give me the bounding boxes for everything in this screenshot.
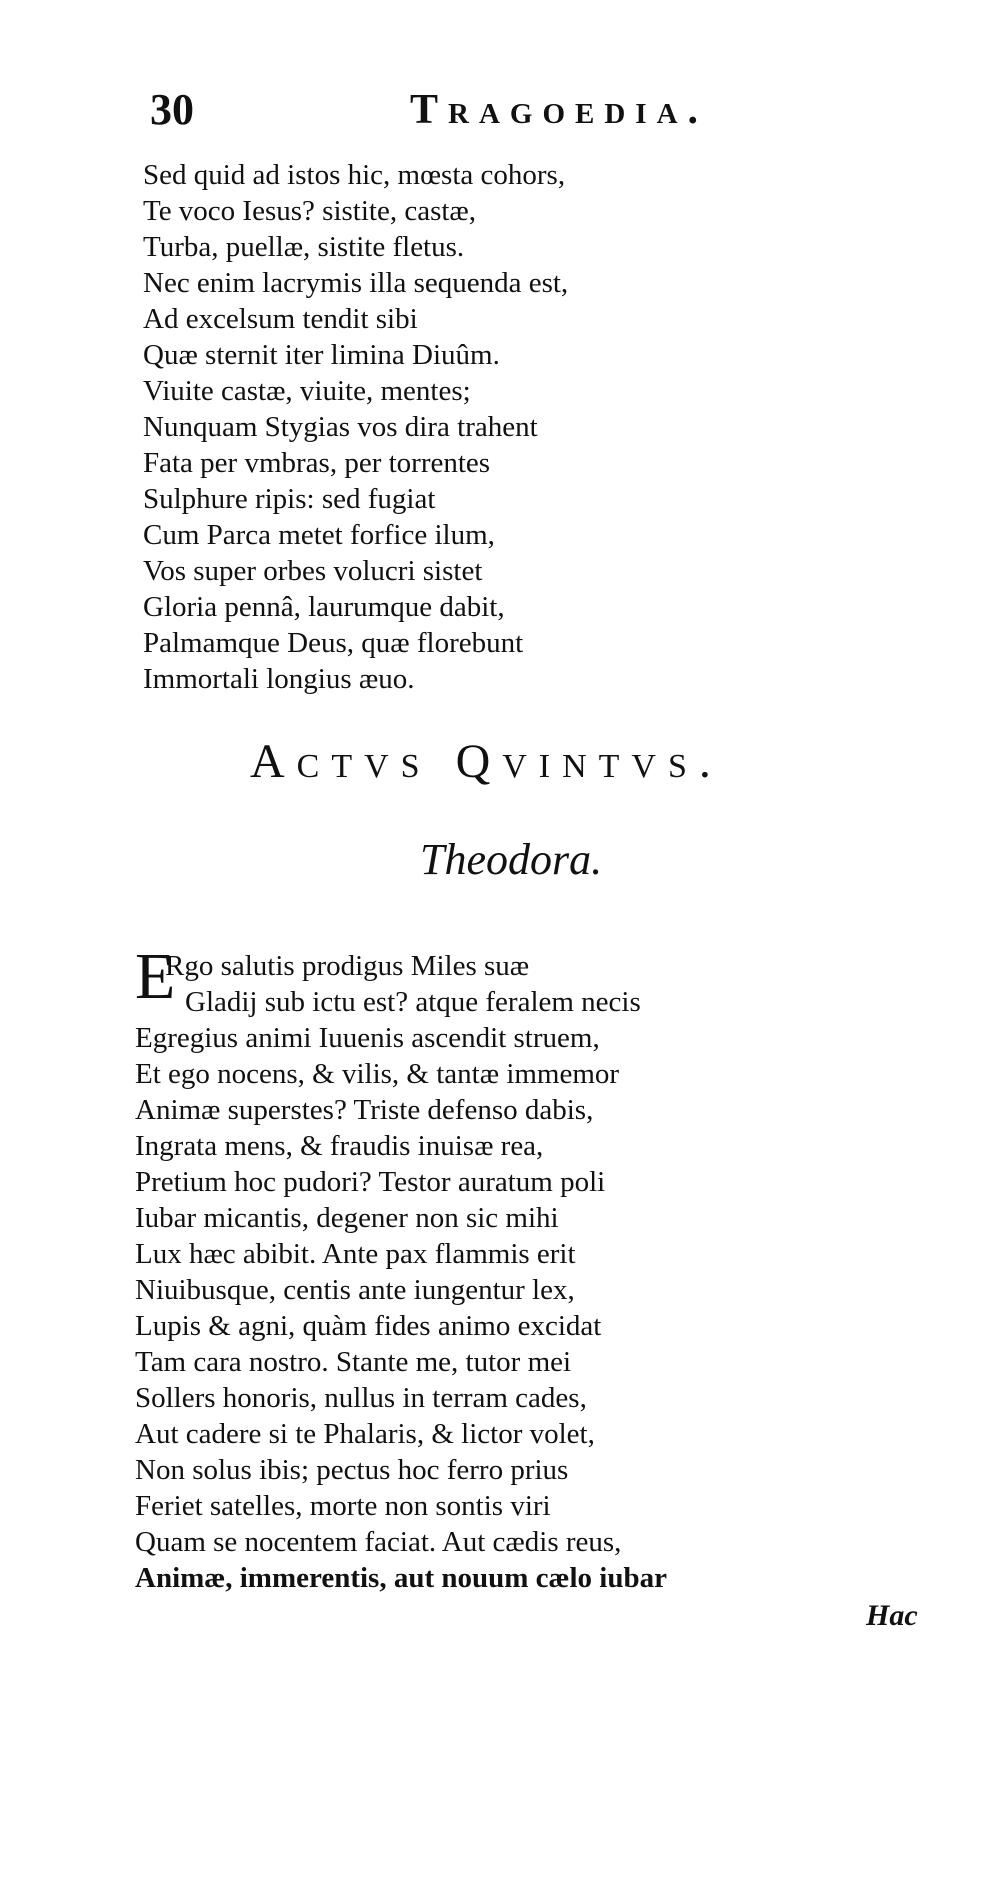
speech-line: Lupis & agni, quàm fides animo excidat: [135, 1310, 602, 1342]
verse-line: Gloria pennâ, laurumque dabit,: [143, 591, 505, 623]
speech-line: Feriet satelles, morte non sontis viri: [135, 1490, 551, 1522]
speaker-name: Theodora.: [420, 835, 603, 884]
drop-cap: E: [135, 940, 176, 1013]
verse-line: Sulphure ripis: sed fugiat: [143, 483, 436, 515]
verse-line: Sed quid ad istos hic, mœsta cohors,: [143, 159, 566, 191]
verse-line: Fata per vmbras, per torrentes: [143, 447, 491, 479]
page-number: 30: [150, 85, 194, 134]
catchword: Hac: [866, 1599, 918, 1632]
verse-line: Cum Parca metet forfice ilum,: [143, 519, 495, 551]
verse-line: Turba, puellæ, sistite fletus.: [143, 231, 465, 263]
speech-last-line: Animæ, immerentis, aut nouum cælo iubar: [135, 1562, 667, 1594]
speech-line: Aut cadere si te Phalaris, & lictor volet,: [135, 1418, 595, 1450]
speech-line: Tam cara nostro. Stante me, tutor mei: [135, 1346, 572, 1378]
speech-line: Gladij sub ictu est? atque feralem necis: [185, 986, 641, 1018]
speech-line: Egregius animi Iuuenis ascendit struem,: [135, 1022, 600, 1054]
verse-line: Palmamque Deus, quæ florebunt: [143, 627, 524, 659]
verse-line: Viuite castæ, viuite, mentes;: [143, 375, 471, 407]
running-title: Tragoedia.: [410, 87, 709, 133]
speech-line: Iubar micantis, degener non sic mihi: [135, 1202, 559, 1234]
speech-line: Pretium hoc pudori? Testor auratum poli: [135, 1166, 606, 1198]
verse-line: Nunquam Stygias vos dira trahent: [143, 411, 538, 443]
speech-line: Ingrata mens, & fraudis inuisæ rea,: [135, 1130, 544, 1162]
speech-line: Lux hæc abibit. Ante pax flammis erit: [135, 1238, 576, 1270]
verse-line: Quæ sternit iter limina Diuûm.: [143, 339, 500, 371]
first-line-text: Rgo salutis prodigus Miles suæ: [165, 950, 530, 982]
speech-line: Niuibusque, centis ante iungentur lex,: [135, 1274, 575, 1306]
verse-line: Ad excelsum tendit sibi: [143, 303, 418, 335]
speech-line: Animæ superstes? Triste defenso dabis,: [135, 1094, 594, 1126]
running-head: [150, 80, 790, 140]
speech-block: [135, 940, 855, 1596]
speech-line: Non solus ibis; pectus hoc ferro prius: [135, 1454, 569, 1486]
verse-line: Te voco Iesus? sistite, castæ,: [143, 195, 477, 227]
speech-line: Et ego nocens, & vilis, & tantæ immemor: [135, 1058, 620, 1090]
verse-line: Immortali longius æuo.: [143, 663, 415, 695]
verse-line: Nec enim lacrymis illa sequenda est,: [143, 267, 569, 299]
speech-line: Quam se nocentem faciat. Aut cædis reus,: [135, 1526, 622, 1558]
verse-line: Vos super orbes volucri sistet: [143, 555, 483, 587]
chorus-verse: [143, 157, 763, 697]
act-heading: Actvs Qvintvs.: [250, 735, 723, 788]
speech-line: Sollers honoris, nullus in terram cades,: [135, 1382, 587, 1414]
